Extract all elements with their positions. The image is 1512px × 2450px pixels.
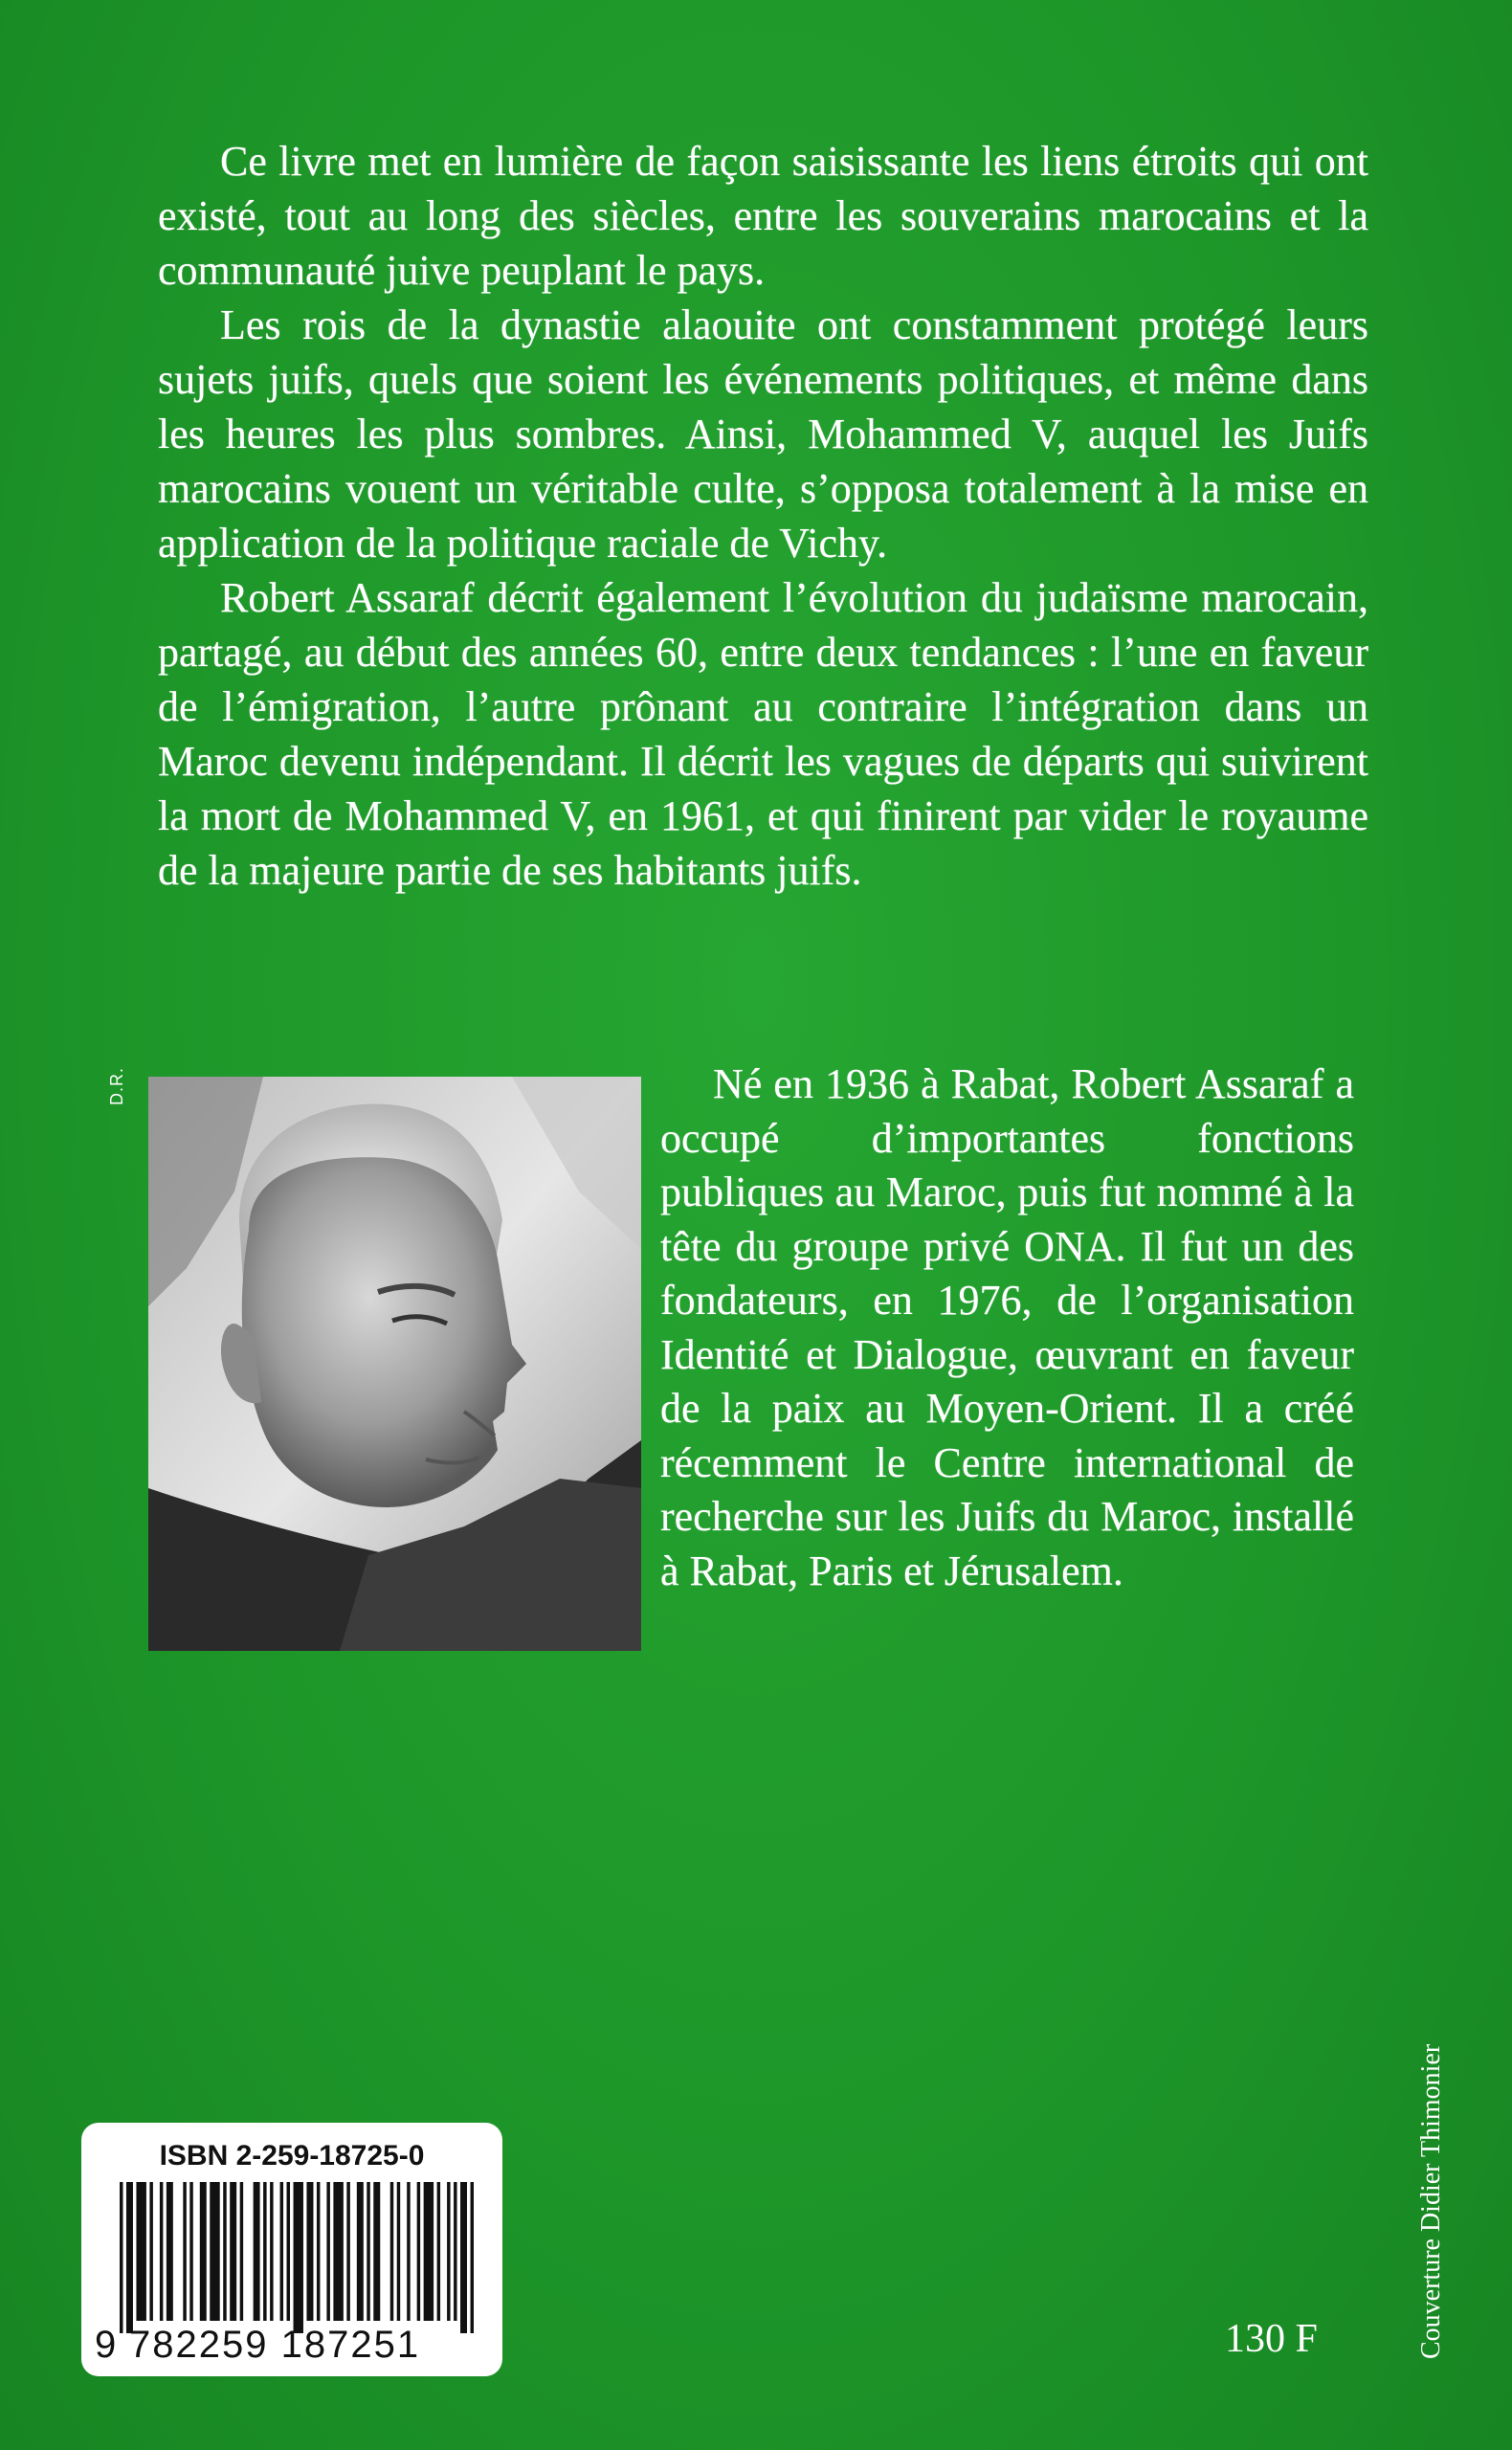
barcode-bar — [373, 2182, 380, 2321]
barcode-bar — [287, 2182, 290, 2321]
barcode-bar — [460, 2182, 467, 2333]
barcode-bar — [346, 2182, 349, 2321]
barcode-bar — [407, 2182, 410, 2321]
photo-credit — [107, 1038, 127, 1105]
barcode-bar — [120, 2182, 122, 2333]
barcode-bar — [357, 2182, 364, 2321]
barcode-bar — [454, 2182, 456, 2321]
barcode-bar — [183, 2182, 186, 2321]
barcode-bar — [367, 2182, 369, 2321]
barcode-bar — [263, 2182, 266, 2321]
barcode-bar — [326, 2182, 329, 2321]
blurb-paragraph-3: Robert Assaraf décrit également l’évolution du judaïsme marocain, partagé, au début des années 60, entre deux tendances : l’une en faveur de l’émigration, l’autre prônant au contraire l’intégration dans un Maroc devenu indépendant. Il décrit les vagues de départs qui suivirent la mort de Mohammed V, en 1961, et qui finirent par vider le royaume de la majeure partie de ses habitants juifs. — [158, 574, 1368, 894]
barcode-bars — [120, 2182, 474, 2335]
barcode-bar — [447, 2182, 450, 2321]
barcode-bar — [317, 2182, 320, 2321]
barcode-bar — [167, 2182, 173, 2321]
barcode-bar — [270, 2182, 273, 2321]
author-bio — [660, 1058, 1354, 1598]
barcode-bar — [223, 2182, 226, 2321]
ean-first-digit: 9 — [95, 2324, 119, 2366]
barcode-bar — [437, 2182, 440, 2321]
photo-credit-label: D.R. — [107, 1067, 126, 1105]
barcode-bar — [160, 2182, 163, 2321]
barcode-bar — [126, 2182, 133, 2333]
barcode-bar — [149, 2182, 152, 2321]
barcode-bar — [240, 2182, 243, 2321]
price: 130 F — [1225, 2317, 1318, 2361]
barcode-bar — [200, 2182, 207, 2321]
blurb-paragraph-1: Ce livre met en lumière de façon saisissante les liens étroits qui ont existé, tout au long des siècles, entre les souverains marocains et la communauté juive peuplant le pays. — [158, 138, 1368, 294]
isbn-number: ISBN 2-259-18725-0 — [159, 2140, 425, 2172]
blurb-text — [158, 134, 1368, 898]
barcode-bar — [230, 2182, 236, 2321]
barcode-bar — [294, 2182, 303, 2333]
barcode-bar — [254, 2182, 260, 2321]
barcode-bar — [189, 2182, 192, 2321]
barcode-bar — [280, 2182, 283, 2321]
barcode-bar — [210, 2182, 219, 2321]
barcode-bar — [306, 2182, 313, 2321]
barcode-bar — [424, 2182, 434, 2321]
blurb-paragraph-2: Les rois de la dynastie alaouite ont constamment protégé leurs sujets juifs, quels que soient les événements politiques, et même dans les heures les plus sombres. Ainsi, Mohammed V, auquel les Juifs marocains vouent un véritable culte, s’opposa totalement à la mise en application de la politique raciale de Vichy. — [158, 301, 1368, 567]
author-bio-text: Né en 1936 à Rabat, Robert Assaraf a occupé d’importantes fonctions publiques au Maroc, puis fut nommé à la tête du groupe privé ONA. Il fut un des fondateurs, en 1976, de l’organisation Identité et Dialogue, œuvrant en faveur de la paix au Moyen-Orient. Il a créé récemment le Centre international de recherche sur les Juifs du Maroc, installé à Rabat, Paris et Jérusalem. — [660, 1060, 1354, 1594]
ean-remaining-digits: 782259 187251 — [129, 2324, 421, 2366]
barcode-bar — [390, 2182, 393, 2321]
barcode-label — [81, 2123, 502, 2376]
barcode-bar — [397, 2182, 400, 2321]
barcode-bar — [333, 2182, 343, 2321]
barcode-bar — [136, 2182, 145, 2321]
barcode-bar — [471, 2182, 474, 2333]
author-photo — [148, 1077, 641, 1651]
barcode-bar — [417, 2182, 420, 2321]
cover-credit: Couverture Didier Thimonier — [1416, 2043, 1446, 2359]
